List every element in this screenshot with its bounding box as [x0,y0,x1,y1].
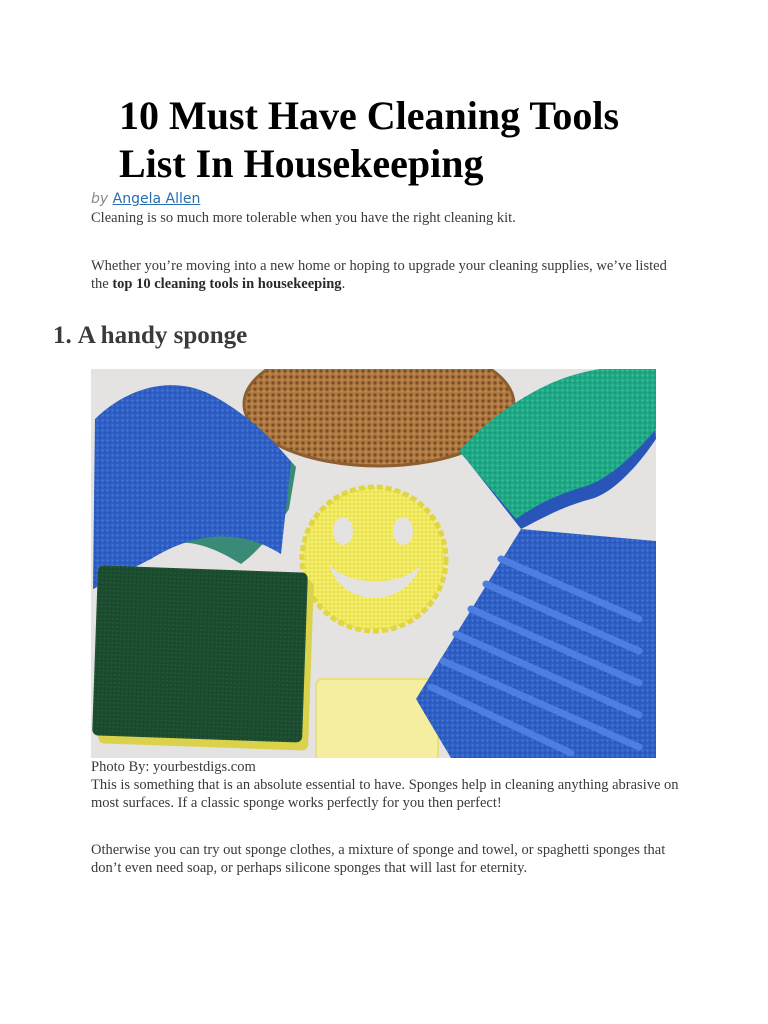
sponge-paragraph-2: Otherwise you can try out sponge clothes, a mixture of sponge and towel, or spaghetti sponges that don’t even need soap, or perhaps silicone sponges that will last for eternity. [91,842,666,876]
section-number: 1. [53,322,72,349]
sponges-photo [91,369,656,758]
whether-end: . [341,276,346,292]
pale-yellow-sponge [316,679,438,758]
section-heading [53,320,247,352]
article-title-line-2: List In Housekeeping [119,141,484,186]
sponges-illustration [91,369,656,758]
section-heading-text: A handy sponge [77,322,248,349]
intro-paragraph: Cleaning is so much more tolerable when you have the right cleaning kit. [91,210,516,226]
author-link[interactable]: Angela Allen [112,191,201,207]
byline-prefix: by [91,191,109,207]
smiley-sponge [302,487,446,631]
sponge-paragraph-1: This is something that is an absolute essential to have. Sponges help in cleaning anything abrasive on most surfaces. If a classic sponge works perfectly for you then perfect! [91,777,679,811]
whether-bold-text: top 10 cleaning tools in housekeeping [112,276,342,292]
photo-caption: Photo By: yourbestdigs.com [91,759,256,775]
whether-paragraph [91,257,681,293]
green-scrub-sponge [92,565,314,750]
whether-text: Whether you’re moving into a new home or hoping to upgrade your cleaning supplies, we’ve listed the [91,258,667,292]
article-title [119,92,679,188]
article-title-line-1: 10 Must Have Cleaning Tools [119,93,620,138]
byline [91,190,200,208]
